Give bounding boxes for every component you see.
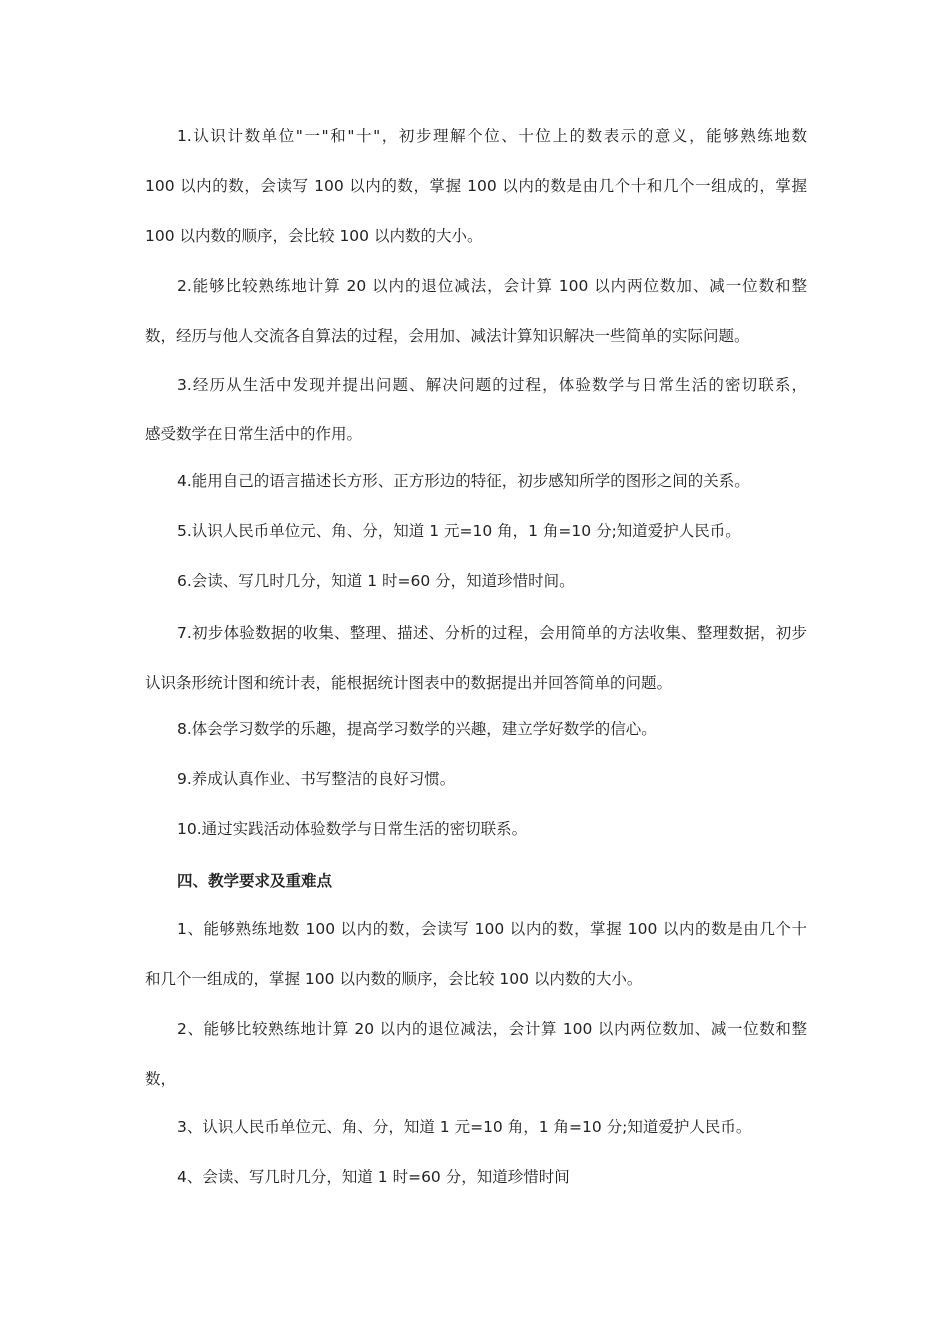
paragraph-8: 8.体会学习数学的乐趣，提高学习数学的兴趣，建立学好数学的信心。 [177, 720, 657, 738]
paragraph-1-line-1: 1.认识计数单位"一"和"十"，初步理解个位、十位上的数表示的意义，能够熟练地数 [177, 127, 807, 145]
paragraph-3-line-1: 3.经历从生活中发现并提出问题、解决问题的过程，体验数学与日常生活的密切联系， [177, 376, 807, 394]
requirement-3: 3、认识人民币单位元、角、分，知道 1 元=10 角，1 角=10 分;知道爱护人民币。 [177, 1118, 752, 1136]
section-heading: 四、教学要求及重难点 [177, 872, 333, 890]
paragraph-1-line-2: 100 以内的数，会读写 100 以内的数，掌握 100 以内的数是由几个十和几个一组成的，掌握 [145, 177, 807, 195]
paragraph-2-line-2: 数，经历与他人交流各自算法的过程，会用加、减法计算知识解决一些简单的实际问题。 [145, 327, 750, 345]
paragraph-4: 4.能用自己的语言描述长方形、正方形边的特征，初步感知所学的图形之间的关系。 [177, 472, 750, 490]
paragraph-7-line-2: 认识条形统计图和统计表，能根据统计图表中的数据提出并回答简单的问题。 [145, 674, 673, 692]
paragraph-3-line-2: 感受数学在日常生活中的作用。 [145, 425, 363, 443]
requirement-4: 4、会读、写几时几分，知道 1 时=60 分，知道珍惜时间 [177, 1168, 570, 1186]
paragraph-10: 10.通过实践活动体验数学与日常生活的密切联系。 [177, 820, 528, 838]
paragraph-2-line-1: 2.能够比较熟练地计算 20 以内的退位减法，会计算 100 以内两位数加、减一位数和整 [177, 277, 807, 295]
paragraph-9: 9.养成认真作业、书写整洁的良好习惯。 [177, 770, 456, 788]
requirement-1-line-1: 1、能够熟练地数 100 以内的数，会读写 100 以内的数，掌握 100 以内的数是由几个十 [177, 920, 807, 938]
requirement-2-line-1: 2、能够比较熟练地计算 20 以内的退位减法，会计算 100 以内两位数加、减一位数和整 [177, 1020, 807, 1038]
paragraph-1-line-3: 100 以内数的顺序，会比较 100 以内数的大小。 [145, 227, 483, 245]
requirement-1-line-2: 和几个一组成的，掌握 100 以内数的顺序，会比较 100 以内数的大小。 [145, 970, 643, 988]
paragraph-5: 5.认识人民币单位元、角、分，知道 1 元=10 角，1 角=10 分;知道爱护人民币。 [177, 522, 741, 540]
requirement-2-line-2: 数， [145, 1070, 177, 1088]
paragraph-6: 6.会读、写几时几分，知道 1 时=60 分，知道珍惜时间。 [177, 572, 575, 590]
paragraph-7-line-1: 7.初步体验数据的收集、整理、描述、分析的过程，会用简单的方法收集、整理数据，初步 [177, 624, 807, 642]
